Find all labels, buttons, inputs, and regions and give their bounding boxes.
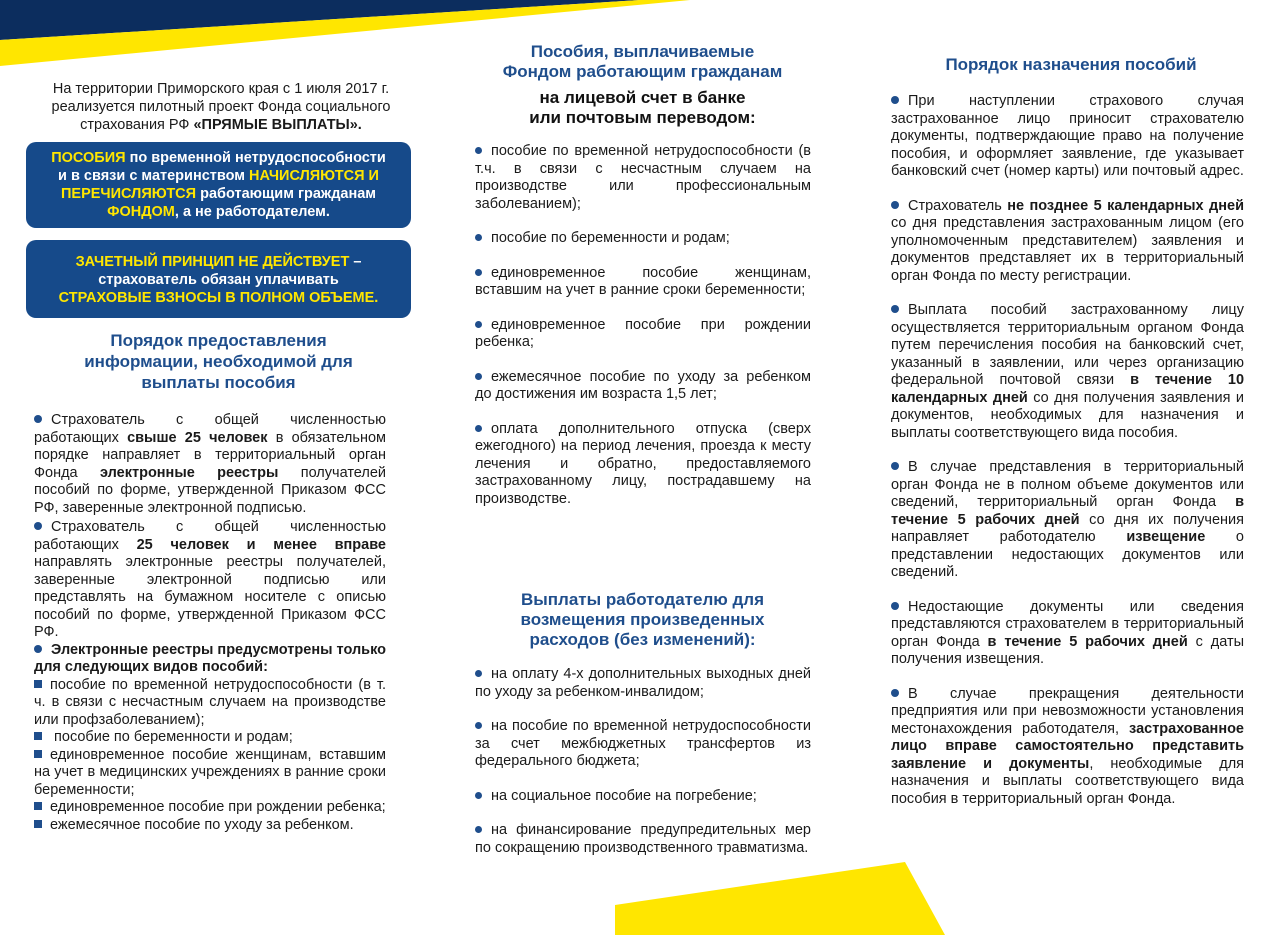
intro-line-3: страхования РФ «ПРЯМЫЕ ВЫПЛАТЫ». xyxy=(80,117,362,133)
bullet-dot xyxy=(891,462,899,470)
bullet-square xyxy=(34,680,42,688)
bullet-dot xyxy=(891,96,899,104)
list-item: ежемесячное пособие по уходу за ребенком до достижения им возраста 1,5 лет; xyxy=(475,368,811,402)
list-item: пособие по беременности и родам; xyxy=(475,230,811,248)
right-paragraph-3: Выплата пособий застрахованному лицу осуществляется территориальным органом Фонда путем перечисления пособия на банковский счет, указанный в заявлении, или через организацию федеральной почтовой связи в течение 10 календарных дней со дня получения заявления и документов, необходимых для назначения и выплаты соответствующего вида пособия. xyxy=(891,302,1245,441)
intro-text xyxy=(26,80,416,134)
middle-employer-list xyxy=(475,666,811,874)
bullet-dot xyxy=(34,415,42,423)
list-item: оплата дополнительного отпуска (сверх ежегодного) на период лечения, проезда к месту лечения и обратно, предоставляемого застрахованному лицу, пострадавшему на производстве. xyxy=(475,420,811,507)
list-item: на социальное пособие на погребение; xyxy=(475,788,811,806)
left-paragraph-1: Страхователь с общей численностью работающих свыше 25 человек в обязательном порядке направляет в территориальный орган Фонда электронные реестры получателей пособий по форме, утвержденной Приказом ФСС РФ, заверенные электронной подписью. xyxy=(34,412,387,516)
bullet-dot xyxy=(34,645,42,653)
bullet-dot xyxy=(475,722,482,729)
middle-benefit-list xyxy=(475,143,811,525)
bullet-dot xyxy=(475,234,482,241)
bullet-dot xyxy=(891,602,899,610)
intro-line-2: реализуется пилотный проект Фонда социального xyxy=(51,99,391,115)
list-item: на оплату 4-х дополнительных выходных дней по уходу за ребенком-инвалидом; xyxy=(475,666,811,700)
middle-title-1: Пособия, выплачиваемые Фондом работающим гражданам xyxy=(502,42,783,81)
info-box-contributions: ЗАЧЕТНЫЙ ПРИНЦИП НЕ ДЕЙСТВУЕТ – страхователь обязан уплачивать СТРАХОВЫЕ ВЗНОСЫ В ПОЛНОМ ОБЪЕМЕ. xyxy=(26,240,411,318)
bullet-dot xyxy=(475,826,482,833)
left-paragraph-2: Страхователь с общей численностью работающих 25 человек и менее вправе направлять электронные реестры получателей, заверенные электронной подписью или представлять на бумажном носителе с описью пособий по форме, утвержденной Приказом ФСС РФ. xyxy=(34,519,387,640)
bullet-square xyxy=(34,820,42,828)
bullet-dot xyxy=(891,201,899,209)
right-body xyxy=(891,93,1244,825)
bullet-dot xyxy=(34,522,42,530)
list-item: ежемесячное пособие по уходу за ребенком. xyxy=(34,817,386,835)
list-item: единовременное пособие при рождении ребенка; xyxy=(475,316,811,350)
bullet-square xyxy=(34,802,42,810)
list-item: единовременное пособие женщинам, вставшим на учет в медицинских учреждениях в ранние сроки беременности; xyxy=(34,746,386,798)
info-box-payments: ПОСОБИЯ по временной нетрудоспособности и в связи с материнством НАЧИСЛЯЮТСЯ И ПЕРЕЧИСЛЯЮТСЯ работающим гражданам ФОНДОМ, а не работодателем. xyxy=(26,142,411,228)
right-paragraph-5: Недостающие документы или сведения представляются страхователем в территориальный орган Фонда в течение 5 рабочих дней с даты получения извещения. xyxy=(891,598,1245,667)
list-item: пособие по временной нетрудоспособности (в т. ч. в связи с несчастным случаем на производстве или профзаболеванием); xyxy=(34,676,386,728)
left-section-title: Порядок предоставления информации, необходимой для выплаты пособия xyxy=(84,331,353,392)
bullet-dot xyxy=(475,269,482,276)
intro-line-1: На территории Приморского края с 1 июля 2017 г. xyxy=(52,81,390,97)
right-paragraph-6: В случае прекращения деятельности предприятия или при невозможности установления местонахождения работодателя, застрахованное лицо вправе самостоятельно представить заявление и документы, необходимые для назначения и выплаты соответствующего вида пособия в территориальный орган Фонда. xyxy=(891,685,1245,807)
left-body xyxy=(34,412,386,834)
bullet-dot xyxy=(475,670,482,677)
right-paragraph-1: При наступлении страхового случая застрахованное лицо приносит страхователю документы, подтверждающие право на получение пособия, и оформляет заявление, где указывает банковский счет (номер карты) или почтовый адрес. xyxy=(891,93,1244,179)
bullet-square xyxy=(34,750,42,758)
list-item: единовременное пособие при рождении ребенка; xyxy=(34,799,386,817)
bullet-dot xyxy=(475,321,482,328)
right-paragraph-4: В случае представления в территориальный орган Фонда не в полном объеме документов или сведений, территориальный орган Фонда в течение 5 рабочих дней со дня их получения направляет работодателю извещение о представлении недостающих документов или сведений. xyxy=(891,459,1244,580)
right-section-title: Порядок назначения пособий xyxy=(945,55,1197,74)
white-corner xyxy=(1100,860,1280,935)
left-paragraph-3: Электронные реестры предусмотрены только для следующих видов пособий: xyxy=(34,641,386,675)
list-item: на пособие по временной нетрудоспособности за счет межбюджетных трансфертов из федерального бюджета; xyxy=(475,718,811,769)
bullet-dot xyxy=(891,305,899,313)
bullet-dot xyxy=(475,373,482,380)
bullet-dot xyxy=(475,792,482,799)
list-item: пособие по временной нетрудоспособности (в т.ч. в связи с несчастным случаем на производстве или профессиональным заболеванием); xyxy=(475,143,811,212)
list-item: пособие по беременности и родам; xyxy=(34,729,386,747)
bullet-dot xyxy=(475,425,482,432)
middle-title-2: на лицевой счет в банке или почтовым переводом: xyxy=(529,88,756,127)
bullet-dot xyxy=(891,689,899,697)
bullet-dot xyxy=(475,147,482,154)
left-benefit-list xyxy=(34,677,386,835)
right-paragraph-2: Страхователь не позднее 5 календарных дней со дня представления застрахованным лицом (его уполномоченным представителем) заявления и документов представляет их в территориальный орган Фонда по месту регистрации. xyxy=(891,197,1244,284)
list-item: единовременное пособие женщинам, вставшим на учет в ранние сроки беременности; xyxy=(475,264,811,298)
bullet-square xyxy=(34,732,42,740)
middle-title-3: Выплаты работодателю для возмещения произведенных расходов (без изменений): xyxy=(520,590,765,649)
list-item: на финансирование предупредительных мер по сокращению производственного травматизма. xyxy=(475,822,811,856)
